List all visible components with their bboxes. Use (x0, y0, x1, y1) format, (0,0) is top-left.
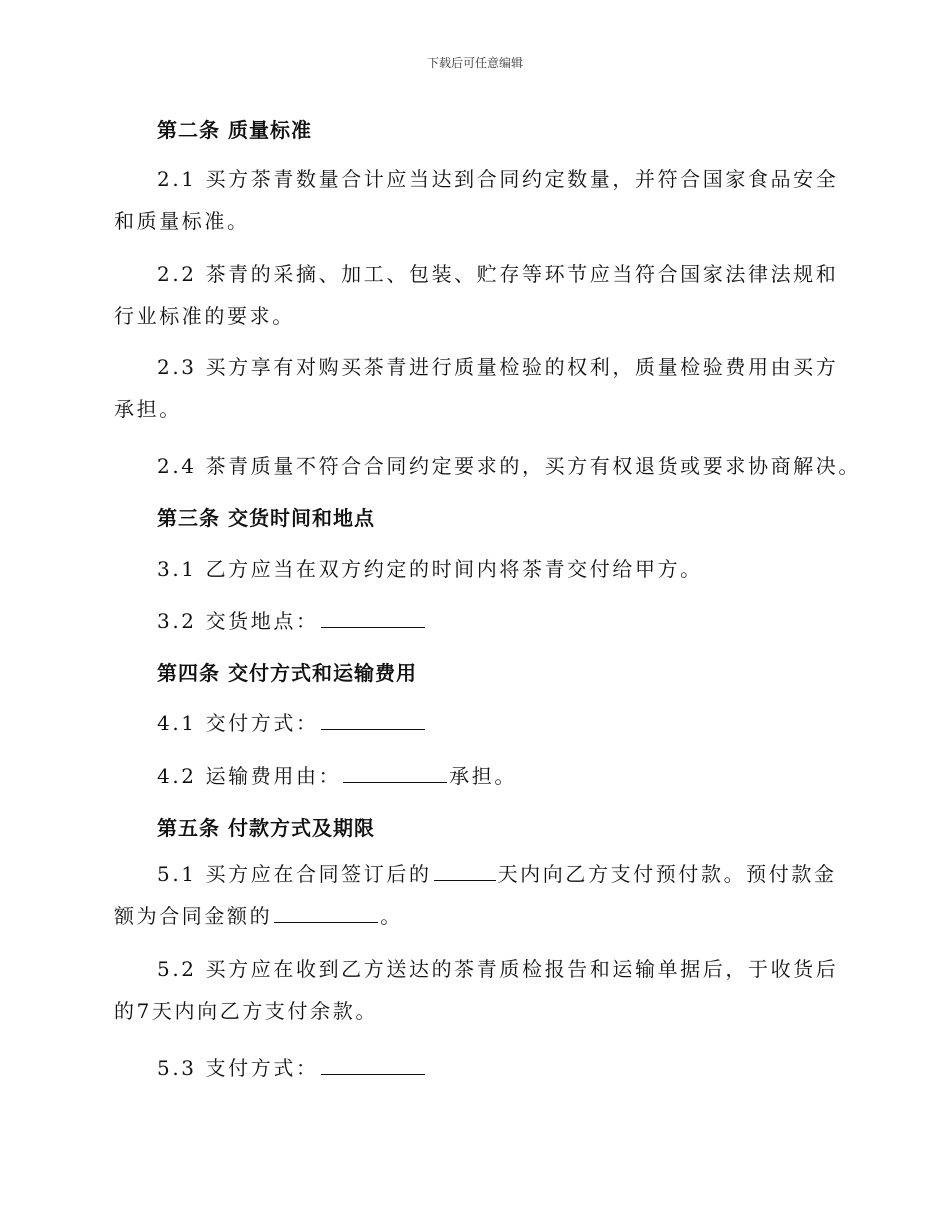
delivery-location-blank[interactable] (321, 605, 425, 628)
clause-4-1-label: 4.1 交付方式： (157, 711, 319, 735)
clause-4-1 (157, 707, 427, 736)
clause-5-1-part-a: 5.1 买方应在合同签订后的 (157, 862, 432, 886)
clause-5-3-label: 5.3 支付方式： (157, 1056, 319, 1080)
delivery-method-blank[interactable] (321, 707, 425, 730)
clause-4-2-suffix: 承担。 (449, 764, 517, 788)
section-5-title: 第五条 付款方式及期限 (157, 816, 375, 840)
clause-3-2-label: 3.2 交货地点： (157, 609, 319, 633)
prepayment-days-blank[interactable] (434, 858, 496, 881)
clause-3-1: 3.1 乙方应当在双方约定的时间内将茶青交付给甲方。 (157, 557, 703, 581)
section-2-title: 第二条 质量标准 (157, 118, 312, 142)
section-4-title: 第四条 交付方式和运输费用 (157, 661, 417, 685)
clause-5-1-part-c: 。 (380, 904, 403, 928)
payment-method-blank[interactable] (321, 1052, 425, 1075)
clause-5-2: 5.2 买方应在收到乙方送达的茶青质检报告和运输单据后，于收货后的7天内向乙方支付余款。 (114, 957, 839, 1023)
clause-5-1 (114, 853, 839, 937)
section-3-title: 第三条 交货时间和地点 (157, 506, 375, 530)
clause-2-3: 2.3 买方享有对购买茶青进行质量检验的权利，质量检验费用由买方承担。 (114, 355, 839, 421)
clause-4-2 (157, 760, 517, 789)
transport-cost-payer-blank[interactable] (343, 760, 447, 783)
clause-2-2: 2.2 茶青的采摘、加工、包装、贮存等环节应当符合国家法律法规和行业标准的要求。 (114, 262, 839, 328)
clause-2-4: 2.4 茶青质量不符合合同约定要求的，买方有权退货或要求协商解决。 (157, 454, 861, 478)
clause-5-3 (157, 1052, 427, 1081)
clause-3-2 (157, 605, 427, 634)
page-header: 下载后可任意编辑 (426, 56, 523, 70)
clause-2-1: 2.1 买方茶青数量合计应当达到合同约定数量，并符合国家食品安全和质量标准。 (114, 167, 839, 233)
prepayment-ratio-blank[interactable] (274, 900, 378, 923)
clause-4-2-label: 4.2 运输费用由： (157, 764, 342, 788)
clause-5-1-part-b: 天内向乙方支付预付款。预付款金额为合同金额的 (114, 862, 837, 928)
